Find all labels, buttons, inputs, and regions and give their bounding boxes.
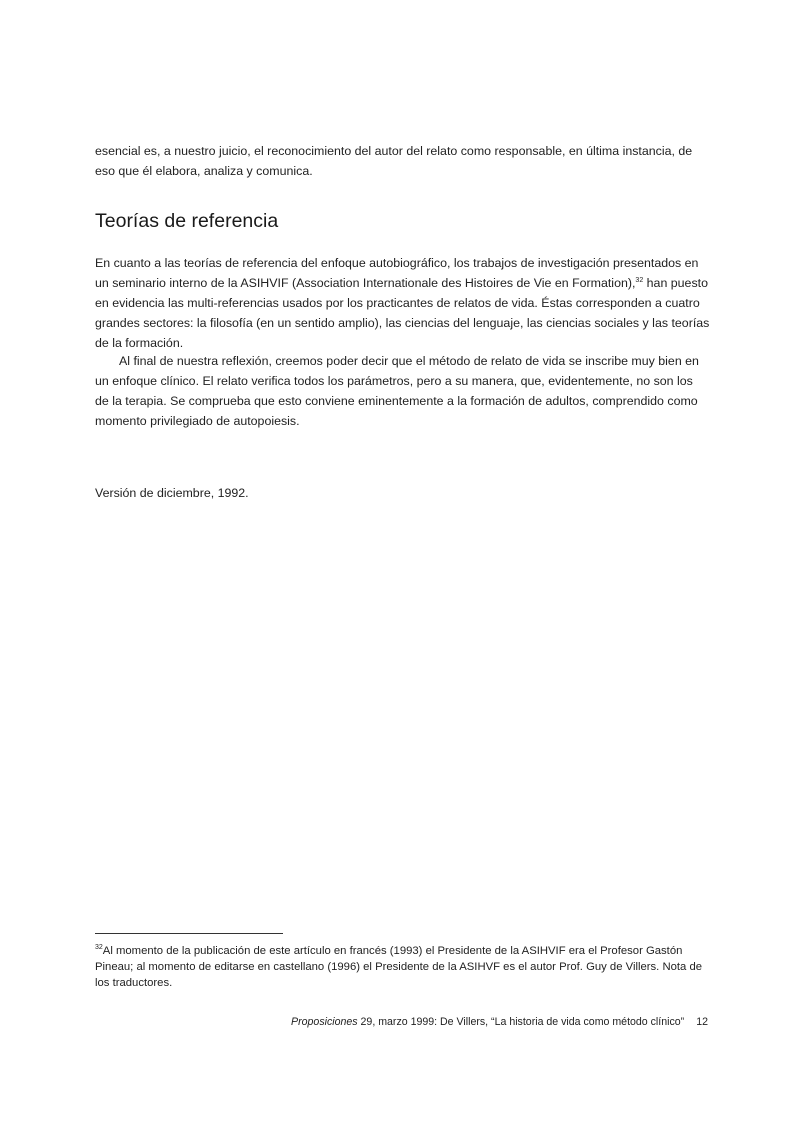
page-number: 12 [696, 1016, 708, 1028]
theories-text-part1: En cuanto a las teorías de referencia del enfoque autobiográfico, los trabajos de investigación presentados en un seminario interno de la ASIHVIF (Association Internationale des Histoires de Vie en Formation), [95, 256, 699, 290]
theories-text-part2: han puesto en evidencia las multi-referencias usados por los practicantes de relatos de vida. Éstas corresponden a cuatro grandes sectores: la filosofía (en un sentido amplio), las ciencias del lenguaje, las ciencias sociales y las teorías de la formación. [95, 276, 710, 350]
running-footer [291, 1016, 708, 1028]
footnote-text: Al momento de la publicación de este artículo en francés (1993) el Presidente de la ASIHVIF era el Profesor Gastón Pineau; al momento de editarse en castellano (1996) el Presidente de la ASIHVF es el autor Prof. Guy de Villers. Nota de los traductores. [95, 945, 703, 989]
journal-title: Proposiciones [291, 1016, 358, 1028]
theories-paragraph [95, 253, 710, 353]
section-heading: Teorías de referencia [95, 210, 279, 232]
footnote-separator [95, 933, 283, 934]
footnote [95, 943, 705, 991]
conclusion-paragraph: Al final de nuestra reflexión, creemos poder decir que el método de relato de vida se inscribe muy bien en un enfoque clínico. El relato verifica todos los parámetros, pero a su manera, que, evidentemente, no son los de la terapia. Se comprueba que esto conviene eminentemente a la formación de adultos, comprendido como momento privilegiado de autopoiesis. [95, 354, 699, 428]
intro-paragraph: esencial es, a nuestro juicio, el reconocimiento del autor del relato como responsable, en última instancia, de eso que él elabora, analiza y comunica. [95, 144, 693, 178]
footnote-reference[interactable]: 32 [635, 276, 644, 284]
version-note: Versión de diciembre, 1992. [95, 486, 249, 500]
footnote-number: 32 [95, 944, 103, 952]
footer-citation: 29, marzo 1999: De Villers, “La historia de vida como método clínico” [357, 1016, 685, 1028]
